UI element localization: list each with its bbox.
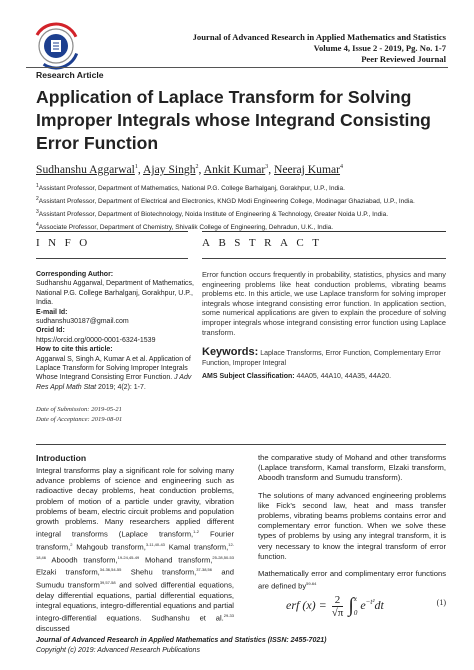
date-submission: Date of Submission: 2019-05-21 [36, 406, 122, 413]
journal-logo [30, 20, 82, 72]
cite-text [36, 355, 196, 393]
ams-text: 44A05, 44A10, 44A35, 44A20. [296, 373, 392, 380]
abstract-bottom-rule [202, 258, 446, 259]
keywords-text: Laplace Transforms, Error Function, Complementary Error Function, Improper Integral [202, 350, 441, 367]
equation-number: (1) [436, 598, 446, 607]
volume-issue: Volume 4, Issue 2 - 2019, Pg. No. 1-7 [313, 43, 446, 53]
cite-body: Aggarwal S, Singh A, Kumar A et al. Application of Laplace Transform for Solving Improper Integrals Whose Integrand Consisting Error Function. [36, 355, 191, 382]
affiliation-line [36, 181, 448, 194]
introduction-heading: Introduction [36, 453, 87, 463]
article-info [36, 270, 196, 392]
keywords-label: Keywords: [202, 346, 259, 358]
orcid-label: Orcid Id: [36, 327, 65, 335]
orcid-link[interactable]: https://orcid.org/0000-0001-6324-1539 [36, 336, 156, 344]
journal-header [116, 32, 446, 65]
email-link[interactable]: sudhanshu30187@gmail.com [36, 318, 129, 326]
affiliation-text: Assistant Professor, Department of Biotechnology, Noida Institute of Engineering & Technology, Greater Noida U.P., India. [38, 211, 389, 219]
affiliation-line [36, 207, 448, 220]
author-name[interactable]: Ajay Singh [143, 163, 196, 176]
introduction-right-column: the comparative study of Mohand and other transforms (Laplace transform, Kamal transform, Elzaki transform, Aboodh transform and Sumudu transform). The solutions of many advanced engineering problems like Fick’s second law, heat and mass transfer problems, vibrating beams problems contains error and complementary error function. When we solve these types of problems by using any integral transform, it is very necessary to know the integral transform of error function. Mathematically error and complimentary error functions are defined $by^{59-64}$ [258, 453, 446, 591]
affiliation-line [36, 194, 448, 207]
eq-integrand: e [360, 597, 366, 612]
author-list: Sudhanshu Aggarwal$^1$, Ajay Singh$^2$, Ankit Kumar$^3$, Neeraj Kumar$^4$ [36, 163, 344, 176]
info-heading: INFO [36, 237, 96, 249]
abstract-top-rule [202, 231, 446, 232]
corresponding-text: Sudhanshu Aggarwal, Department of Mathematics, National P.G. College Barhalganj, Gorakhpur, U.P., India. [36, 280, 194, 307]
cite-journal: J Adv Res Appl Math Stat [36, 374, 192, 391]
affiliation-sup: 2 [36, 196, 39, 203]
page-footer [36, 636, 326, 655]
affiliation-text: Assistant Professor, Department of Electrical and Electronics, KNGD Modi Engineering College, Modinagar Ghaziabad, U.P., India. [38, 198, 415, 206]
integral-sign: ∫ [348, 594, 354, 617]
keywords [202, 348, 446, 368]
eq-denominator: √π [331, 606, 344, 619]
author-name[interactable]: Neeraj Kumar [274, 163, 341, 176]
affiliation-text: Associate Professor, Department of Chemistry, Shivalik College of Engineering, Dehradun, U.K., India. [38, 224, 334, 232]
author-sup: 4 [340, 164, 344, 171]
paper-title: Application of Laplace Transform for Solving Improper Integrals whose Integrand Consisting Error Function [36, 87, 431, 153]
author-sup: 3 [265, 164, 269, 171]
eq-exponent: −t² [365, 597, 375, 606]
eq-limits [354, 592, 358, 620]
author-sup: 2 [195, 164, 199, 171]
eq-lhs: erf (x) = [286, 597, 327, 612]
ams-label: AMS Subject Classification: [202, 373, 295, 380]
email-label: E-mail Id: [36, 308, 68, 316]
corresponding-label: Corresponding Author: [36, 271, 114, 278]
info-top-rule [36, 231, 188, 232]
footer-copyright: Copyright (c) 2019: Advanced Research Publications [36, 646, 200, 654]
footer-journal: Journal of Advanced Research in Applied Mathematics and Statistics (ISSN: 2455-7021) [36, 637, 327, 644]
error-function-equation [286, 592, 384, 620]
cite-end: 2019; 4(2): 1-7. [96, 383, 146, 391]
ams-classification [202, 373, 446, 380]
affiliation-text: Assistant Professor, Department of Mathematics, National P.G. College Barhalganj, Gorakhpur, U.P., India. [38, 185, 345, 193]
affiliation-sup: 1 [36, 183, 39, 189]
section-rule [36, 444, 446, 445]
journal-name: Journal of Advanced Research in Applied Mathematics and Statistics [192, 32, 446, 42]
eq-fraction [332, 594, 344, 619]
introduction-left-column: Integral transforms play a significant role for solving many advance problems of science and engineering such as radioactive decay problems, heat conduction problems, problem of motion of a particle under gravity, vibration problems of beam, electric circuit problems and population growth problems. Many researchers applied different integral transforms (Laplace transform,$^{1-2}$ Fourier transform,$^2$ Mahgoub transform,$^{3-11,40-43}$ Kamal transform,$^{12-18,46}$ Aboodh transform,$^{19-24,45-49}$ Mohand transform,$^{25-28,50-53}$ Elzaki transform,$^{34-36,54-55}$ Shehu transform,$^{37-38,56}$ and Sumudu transform$^{39,57-58}$ and solved differential equations, delay differential equations, partial differential equations, integral equations, integro-differential equations and partial integro-differential equations. Sudhanshu et al.$^{29-33}$ discussed [36, 466, 234, 634]
eq-dt: dt [374, 597, 384, 612]
date-acceptance: Date of Acceptance: 2019-08-01 [36, 416, 123, 423]
affiliations [36, 181, 448, 234]
eq-upper-limit: x [353, 595, 357, 603]
header-rule [26, 67, 448, 68]
author-name[interactable]: Sudhanshu Aggarwal [36, 163, 135, 176]
cite-label: How to cite this article: [36, 346, 113, 354]
author-name[interactable]: Ankit Kumar [203, 163, 266, 176]
info-bottom-rule [36, 258, 188, 259]
article-dates [36, 405, 122, 425]
affiliation-sup: 4 [36, 222, 39, 229]
abstract-heading: ABSTRACT [202, 237, 328, 249]
author-sup: 1 [134, 164, 138, 171]
article-type: Research Article [36, 70, 104, 80]
review-status: Peer Reviewed Journal [361, 54, 446, 64]
eq-lower-limit: 0 [353, 609, 358, 617]
affiliation-sup: 3 [36, 209, 39, 216]
abstract-text: Error function occurs frequently in probability, statistics, physics and many engineering problems like heat conduction problems, vibrating beams problems etc. In this article, we use Laplace transform for solving improper integrals whose integrand consisting error function. In application section, some numerical applications are given to explain the procedure of solving improper integrals whose integrand consisting error function using Laplace transform. [202, 270, 446, 337]
eq-numerator: 2 [332, 594, 344, 607]
